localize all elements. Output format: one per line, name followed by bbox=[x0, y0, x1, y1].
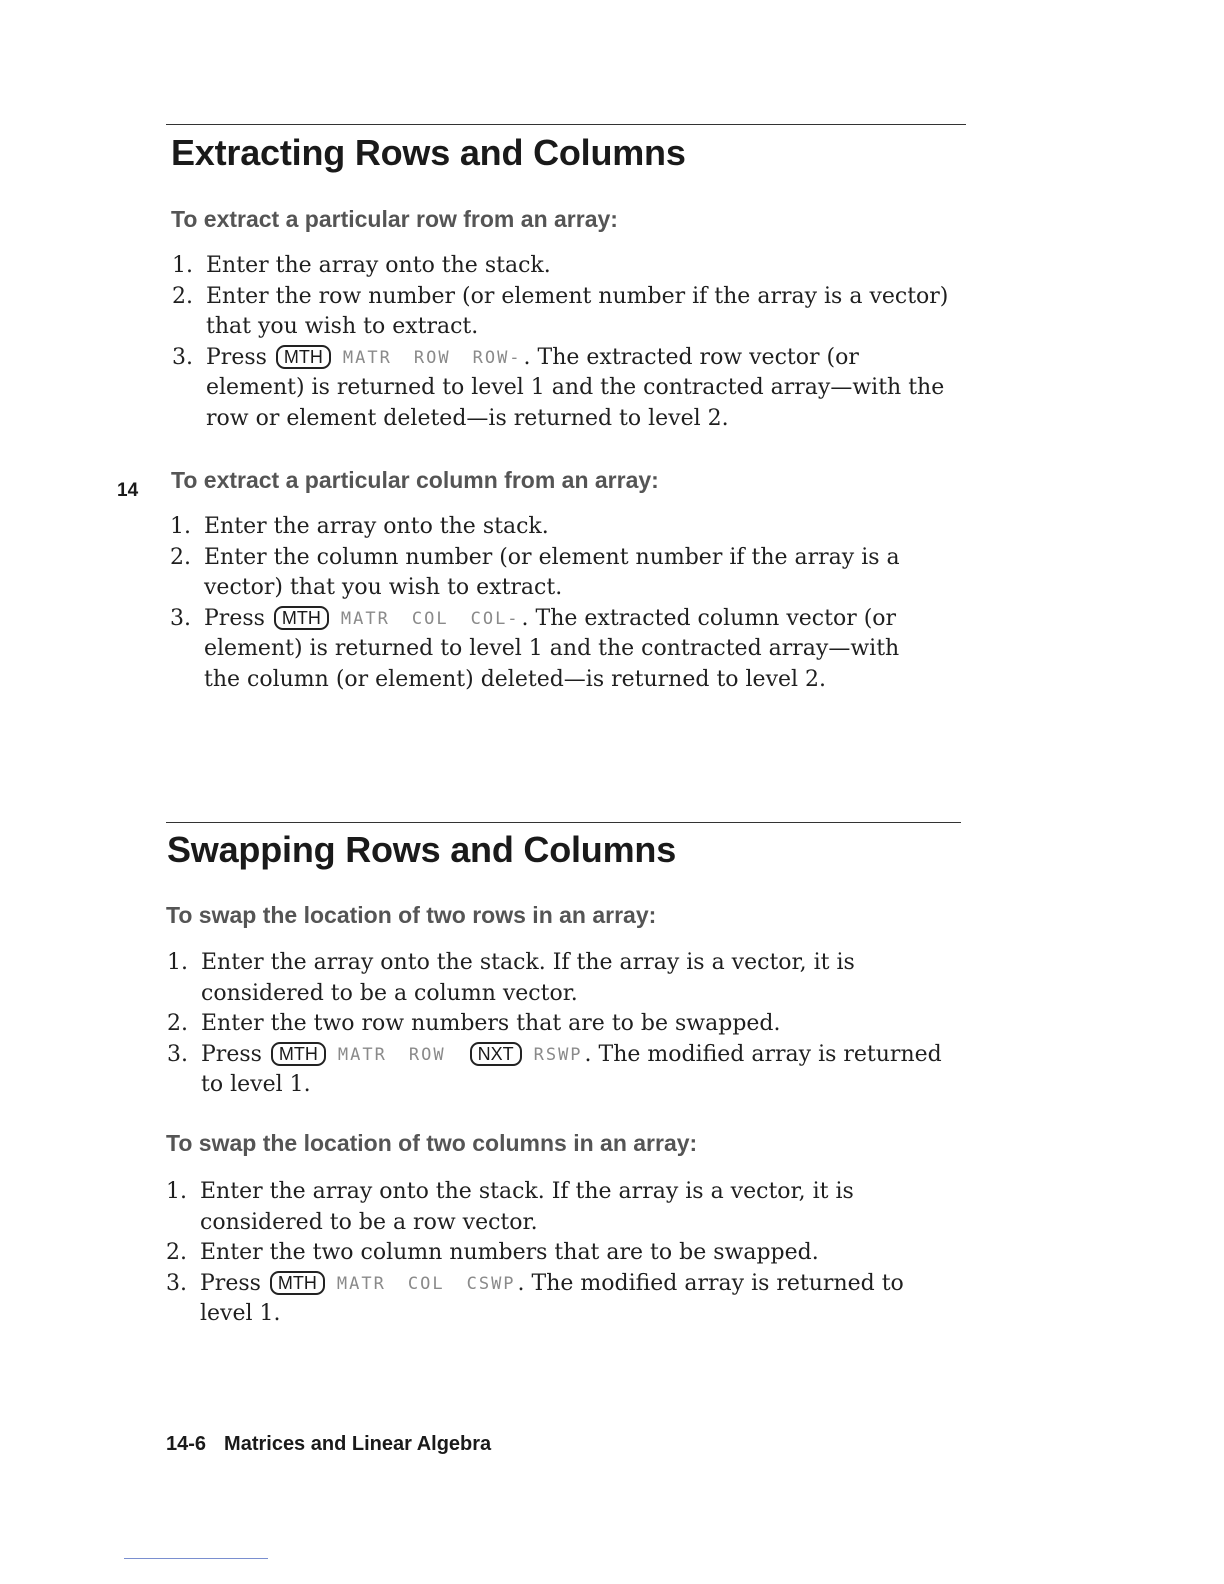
col-softkey: COL bbox=[407, 1273, 445, 1294]
step-item bbox=[170, 604, 910, 696]
mth-key: MTH bbox=[276, 345, 331, 369]
step-number: 1. bbox=[170, 514, 191, 539]
chapter-tab-marker: 14 bbox=[117, 480, 139, 501]
procedure-steps bbox=[172, 251, 962, 434]
procedure-heading: To swap the location of two columns in an array: bbox=[166, 1130, 698, 1156]
step-item bbox=[170, 543, 910, 604]
step-text: Enter the array onto the stack. bbox=[206, 253, 551, 278]
step-text: . The extracted row vector (or element) is returned to level 1 and the contracted array—with the row or element deleted—is returned to level 2. bbox=[206, 344, 945, 431]
step-item bbox=[166, 1269, 926, 1330]
step-item bbox=[167, 948, 957, 1009]
chapter-title: Matrices and Linear Algebra bbox=[224, 1433, 492, 1455]
step-item bbox=[167, 1009, 957, 1040]
section-rule bbox=[166, 124, 966, 125]
step-text: Press bbox=[206, 344, 267, 370]
step-text: Enter the array onto the stack. If the array is a vector, it is considered to be a row vector. bbox=[200, 1179, 854, 1235]
step-number: 3. bbox=[172, 344, 193, 370]
procedure-heading: To extract a particular row from an array: bbox=[171, 206, 618, 232]
step-item bbox=[166, 1177, 926, 1238]
page-footer bbox=[166, 1433, 491, 1456]
page-number: 14-6 bbox=[166, 1433, 207, 1455]
step-item bbox=[166, 1238, 926, 1269]
step-number: 1. bbox=[172, 253, 193, 278]
step-text: . The extracted column vector (or element) is returned to level 1 and the contracted array—with the column (or element) deleted—is returned to level 2. bbox=[204, 605, 900, 692]
procedure-steps bbox=[170, 512, 910, 695]
step-item bbox=[172, 251, 962, 282]
step-text: Enter the two column numbers that are to be swapped. bbox=[200, 1240, 819, 1265]
step-text: Press bbox=[204, 605, 265, 631]
col-minus-softkey: COL- bbox=[470, 608, 520, 629]
procedure-steps bbox=[167, 948, 957, 1101]
mth-key: MTH bbox=[270, 1271, 325, 1295]
section-rule bbox=[166, 822, 961, 823]
step-number: 2. bbox=[172, 283, 193, 309]
row-softkey: ROW bbox=[413, 347, 451, 368]
matr-softkey: MATR bbox=[340, 608, 390, 629]
mth-key: MTH bbox=[271, 1042, 326, 1066]
row-minus-softkey: ROW- bbox=[472, 347, 522, 368]
matr-softkey: MATR bbox=[337, 1044, 387, 1065]
step-text: Enter the column number (or element number if the array is a vector) that you wish to extract. bbox=[204, 544, 900, 600]
row-softkey: ROW bbox=[408, 1044, 446, 1065]
mth-key: MTH bbox=[274, 606, 329, 630]
step-text: Press bbox=[200, 1270, 261, 1296]
step-item bbox=[170, 512, 910, 543]
step-text: Press bbox=[201, 1041, 262, 1067]
matr-softkey: MATR bbox=[342, 347, 392, 368]
rswp-softkey: RSWP bbox=[533, 1044, 583, 1065]
col-softkey: COL bbox=[411, 608, 449, 629]
bottom-divider bbox=[124, 1558, 268, 1559]
procedure-steps bbox=[166, 1177, 926, 1330]
step-number: 2. bbox=[166, 1240, 187, 1265]
step-number: 3. bbox=[167, 1041, 188, 1067]
section-title: Extracting Rows and Columns bbox=[171, 132, 686, 173]
step-text: Enter the array onto the stack. bbox=[204, 514, 549, 539]
step-text: . The modified array is returned to level 1. bbox=[200, 1270, 904, 1326]
procedure-heading: To swap the location of two rows in an array: bbox=[166, 902, 657, 928]
section-title: Swapping Rows and Columns bbox=[167, 829, 677, 870]
step-number: 2. bbox=[170, 544, 191, 570]
procedure-heading: To extract a particular column from an array: bbox=[171, 467, 659, 493]
step-item bbox=[172, 343, 962, 435]
step-number: 3. bbox=[166, 1270, 187, 1296]
cswp-softkey: CSWP bbox=[466, 1273, 516, 1294]
step-number: 2. bbox=[167, 1011, 188, 1036]
step-number: 1. bbox=[166, 1179, 187, 1204]
step-text: Enter the array onto the stack. If the array is a vector, it is considered to be a column vector. bbox=[201, 950, 855, 1006]
step-text: Enter the row number (or element number if the array is a vector) that you wish to extract. bbox=[206, 283, 949, 339]
matr-softkey: MATR bbox=[336, 1273, 386, 1294]
step-text: . The modified array is returned to level 1. bbox=[201, 1041, 942, 1097]
nxt-key: NXT bbox=[470, 1042, 522, 1066]
step-number: 1. bbox=[167, 950, 188, 975]
step-number: 3. bbox=[170, 605, 191, 631]
step-item bbox=[167, 1040, 957, 1101]
step-item bbox=[172, 282, 962, 343]
step-text: Enter the two row numbers that are to be swapped. bbox=[201, 1011, 781, 1036]
